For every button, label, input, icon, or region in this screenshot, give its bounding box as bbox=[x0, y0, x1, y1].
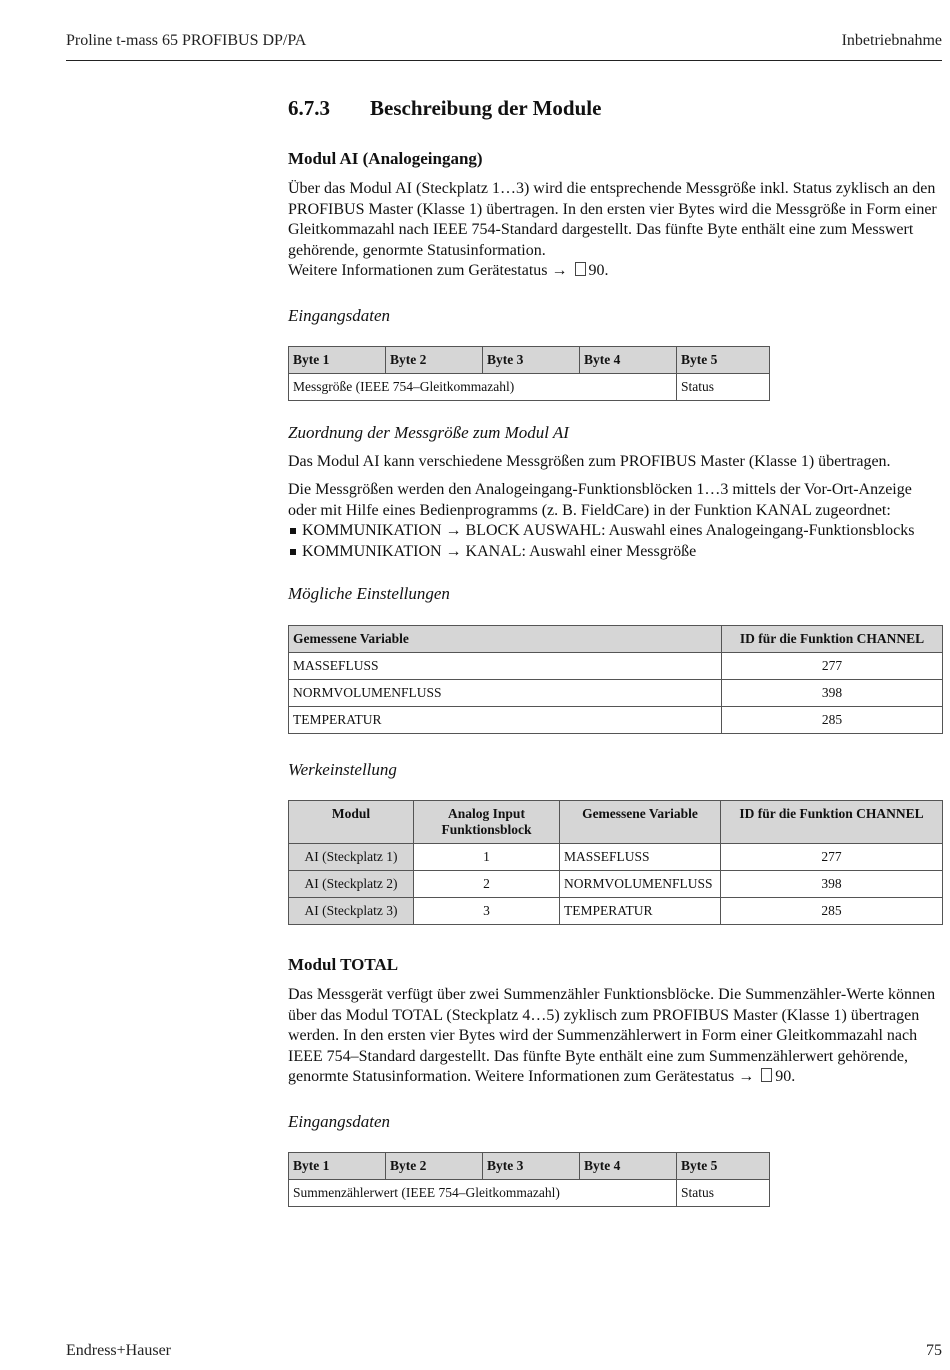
table-cell: MASSEFLUSS bbox=[560, 844, 721, 871]
table-cell: TEMPERATUR bbox=[560, 898, 721, 925]
table-header-cell: ID für die Funktion CHANNEL bbox=[722, 625, 943, 652]
table-header-cell: Byte 4 bbox=[580, 347, 677, 374]
table-header-cell: Byte 2 bbox=[386, 1153, 483, 1180]
eingangsdaten-table-total bbox=[288, 1152, 770, 1207]
table-row bbox=[289, 844, 943, 871]
table-row bbox=[289, 679, 943, 706]
table-header-cell: ID für die Funktion CHANNEL bbox=[721, 801, 943, 844]
section-heading bbox=[288, 96, 944, 121]
table-cell: AI (Steckplatz 2) bbox=[289, 871, 414, 898]
table-cell: 2 bbox=[414, 871, 560, 898]
eingangsdaten-table-ai bbox=[288, 346, 770, 401]
table-row bbox=[289, 652, 943, 679]
table-header-cell: Analog Input Funktionsblock bbox=[414, 801, 560, 844]
table-cell: MASSEFLUSS bbox=[289, 652, 722, 679]
modul-total-text: Das Messgerät verfügt über zwei Summenzähler Funktionsblöcke. Die Summenzähler-Werte können über das Modul TOTAL (Steckplatz 4…5) zyklisch zum PROFIBUS Master (Klasse 1) übertragen werden. In den ersten vier Bytes wird der Summenzählerwert in Form einer Gleitkommazahl nach IEEE 754–Standard dargestellt. Das fünfte Byte enthält eine zum Summenzählerwert gehörende, genormte Statusinformation. Weitere Informationen zum Gerätestatus bbox=[288, 986, 936, 1085]
table-header-cell: Byte 1 bbox=[289, 1153, 386, 1180]
footer-company: Endress+Hauser bbox=[66, 1342, 171, 1359]
zuordnung-paragraph-2: Die Messgrößen werden den Analogeingang-Funktionsblöcken 1…3 mittels der Vor-Ort-Anzeige oder mit Hilfe eines Bedienprogramms (z. B. FieldCare) in der Funktion KANAL zugeordnet: bbox=[288, 481, 912, 519]
menu-path-list bbox=[288, 521, 944, 562]
list-item: KOMMUNIKATION → BLOCK AUSWAHL: Auswahl eines Analogeingang-Funktionsblocks bbox=[288, 521, 944, 542]
page-number: 75 bbox=[926, 1342, 942, 1359]
table-cell: 277 bbox=[721, 844, 943, 871]
table-cell: 285 bbox=[721, 898, 943, 925]
page-footer bbox=[66, 1342, 942, 1360]
table-header-cell: Byte 3 bbox=[483, 1153, 580, 1180]
table-cell: 398 bbox=[721, 871, 943, 898]
moegliche-table bbox=[288, 625, 943, 734]
moegliche-label: Mögliche Einstellungen bbox=[288, 584, 450, 603]
eingangsdaten-label-ai: Eingangsdaten bbox=[288, 305, 390, 325]
table-header-cell: Byte 2 bbox=[386, 347, 483, 374]
header-chapter: Inbetriebnahme bbox=[841, 32, 942, 49]
list-item: KOMMUNIKATION → KANAL: Auswahl einer Messgröße bbox=[288, 542, 944, 563]
table-cell: NORMVOLUMENFLUSS bbox=[560, 871, 721, 898]
werkeinstellung-table bbox=[288, 800, 943, 925]
werkeinstellung-label: Werkeinstellung bbox=[288, 759, 397, 779]
modul-ai-reference bbox=[288, 261, 944, 282]
table-cell: NORMVOLUMENFLUSS bbox=[289, 679, 722, 706]
section-title: Beschreibung der Module bbox=[370, 96, 602, 120]
table-header-cell: Byte 4 bbox=[580, 1153, 677, 1180]
table-row bbox=[289, 898, 943, 925]
reference-page: 90. bbox=[775, 1068, 796, 1085]
table-cell: TEMPERATUR bbox=[289, 706, 722, 733]
table-header-cell: Byte 5 bbox=[677, 347, 770, 374]
table-cell: 3 bbox=[414, 898, 560, 925]
table-header-cell: Byte 5 bbox=[677, 1153, 770, 1180]
arrow-glyph: → bbox=[738, 1068, 755, 1085]
modul-total-paragraph bbox=[288, 985, 944, 1088]
table-cell: 1 bbox=[414, 844, 560, 871]
page-reference-icon bbox=[575, 262, 586, 276]
modul-ai-heading: Modul AI (Analogeingang) bbox=[288, 149, 483, 168]
table-cell: Summenzählerwert (IEEE 754–Gleitkommazahl) bbox=[289, 1180, 677, 1207]
page-header bbox=[66, 32, 942, 61]
table-header-cell: Byte 3 bbox=[483, 347, 580, 374]
page-reference-icon bbox=[761, 1068, 772, 1082]
table-header-cell: Modul bbox=[289, 801, 414, 844]
table-row bbox=[289, 706, 943, 733]
table-header-cell: Gemessene Variable bbox=[560, 801, 721, 844]
table-header-cell: Gemessene Variable bbox=[289, 625, 722, 652]
table-header-cell: Byte 1 bbox=[289, 347, 386, 374]
section-number: 6.7.3 bbox=[288, 96, 330, 120]
reference-page: 90. bbox=[588, 262, 609, 279]
table-row bbox=[289, 871, 943, 898]
table-cell: 398 bbox=[722, 679, 943, 706]
table-cell: Messgröße (IEEE 754–Gleitkommazahl) bbox=[289, 374, 677, 401]
modul-ai-paragraph: Über das Modul AI (Steckplatz 1…3) wird die entsprechende Messgröße inkl. Status zyklisch an den PROFIBUS Master (Klasse 1) übertragen. In den ersten vier Bytes wird die Messgröße in Form einer Gleitkommazahl nach IEEE 754-Standard dargestellt. Das fünfte Byte enthält eine zum Messwert gehörende, genormte Statusinformation. bbox=[288, 180, 937, 259]
table-cell: AI (Steckplatz 1) bbox=[289, 844, 414, 871]
modul-total-heading: Modul TOTAL bbox=[288, 955, 399, 974]
page-content bbox=[288, 96, 944, 1207]
eingangsdaten-label-total: Eingangsdaten bbox=[288, 1111, 390, 1131]
table-cell: AI (Steckplatz 3) bbox=[289, 898, 414, 925]
table-cell: Status bbox=[677, 1180, 770, 1207]
header-product: Proline t-mass 65 PROFIBUS DP/PA bbox=[66, 32, 307, 49]
table-cell: 277 bbox=[722, 652, 943, 679]
zuordnung-paragraph-1: Das Modul AI kann verschiedene Messgrößen zum PROFIBUS Master (Klasse 1) übertragen. bbox=[288, 452, 891, 470]
reference-text: Weitere Informationen zum Gerätestatus → bbox=[288, 262, 568, 279]
table-cell: Status bbox=[677, 374, 770, 401]
table-cell: 285 bbox=[722, 706, 943, 733]
zuordnung-label: Zuordnung der Messgröße zum Modul AI bbox=[288, 423, 569, 442]
